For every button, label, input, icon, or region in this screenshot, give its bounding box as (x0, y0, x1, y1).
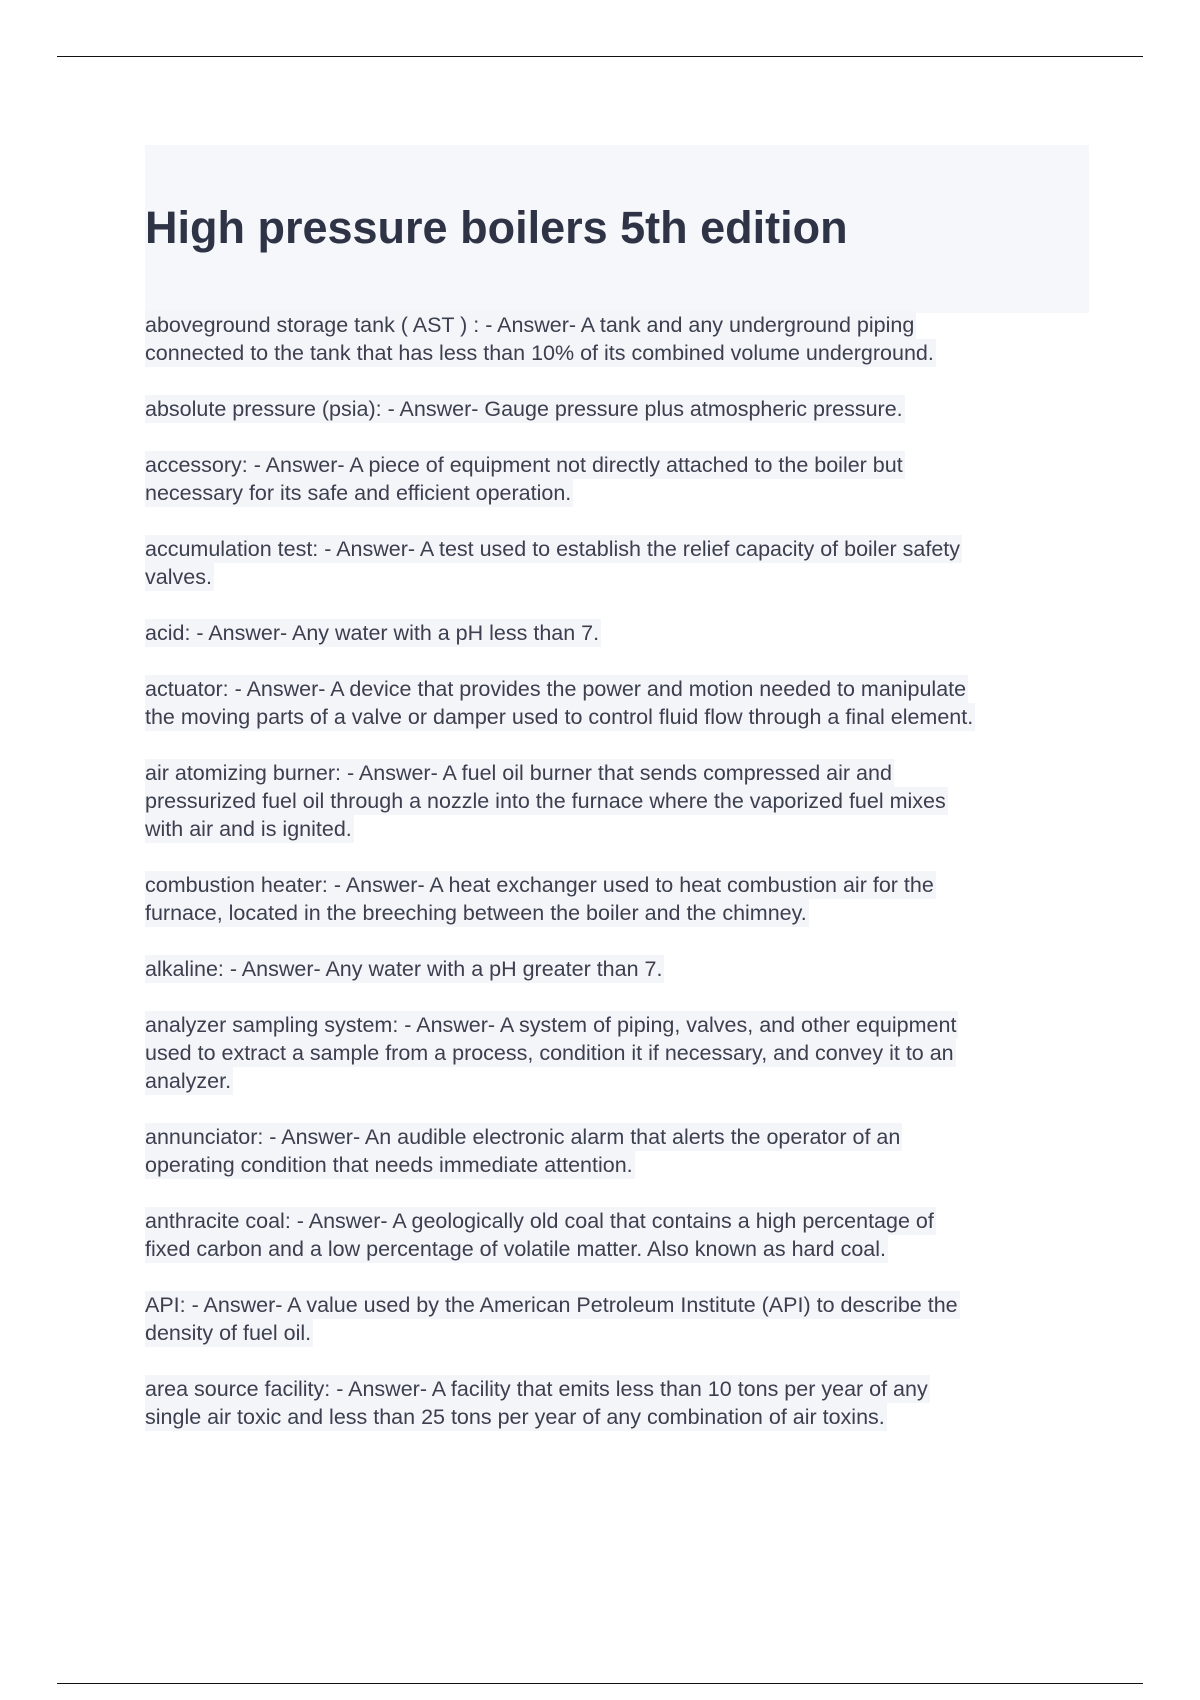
entry-line: annunciator: - Answer- An audible electronic alarm that alerts the operator of an (145, 1125, 901, 1149)
glossary-entry (145, 1123, 1089, 1179)
entry-line: absolute pressure (psia): - Answer- Gauge pressure plus atmospheric pressure. (145, 397, 903, 421)
glossary-entry (145, 311, 1089, 367)
bottom-rule (57, 1683, 1143, 1684)
glossary-entry (145, 675, 1089, 731)
entry-line: API: - Answer- A value used by the American Petroleum Institute (API) to describe the (145, 1293, 958, 1317)
glossary-entry (145, 1011, 1089, 1095)
glossary-entry (145, 759, 1089, 843)
glossary-entry (145, 1375, 1089, 1431)
entry-line: analyzer sampling system: - Answer- A system of piping, valves, and other equipment (145, 1013, 957, 1037)
entry-line: necessary for its safe and efficient operation. (145, 481, 572, 505)
entry-line: aboveground storage tank ( AST ) : - Answer- A tank and any underground piping (145, 313, 915, 337)
entry-line: alkaline: - Answer- Any water with a pH greater than 7. (145, 957, 663, 981)
entry-line: valves. (145, 565, 212, 589)
glossary-entry (145, 535, 1089, 591)
top-rule (57, 56, 1143, 57)
entry-line: connected to the tank that has less than 10% of its combined volume underground. (145, 341, 934, 365)
entry-line: actuator: - Answer- A device that provides the power and motion needed to manipulate (145, 677, 967, 701)
glossary-list (145, 311, 1089, 1459)
glossary-entry (145, 1207, 1089, 1263)
entry-line: area source facility: - Answer- A facility that emits less than 10 tons per year of any (145, 1377, 928, 1401)
entry-line: fixed carbon and a low percentage of volatile matter. Also known as hard coal. (145, 1237, 886, 1261)
entry-line: acid: - Answer- Any water with a pH less than 7. (145, 621, 600, 645)
entry-line: with air and is ignited. (145, 817, 352, 841)
glossary-entry (145, 1291, 1089, 1347)
entry-line: used to extract a sample from a process, condition it if necessary, and convey it to an (145, 1041, 954, 1065)
entry-line: operating condition that needs immediate attention. (145, 1153, 633, 1177)
entry-line: accessory: - Answer- A piece of equipment not directly attached to the boiler but (145, 453, 903, 477)
entry-line: accumulation test: - Answer- A test used to establish the relief capacity of boiler safety (145, 537, 961, 561)
entry-line: combustion heater: - Answer- A heat exchanger used to heat combustion air for the (145, 873, 934, 897)
entry-line: density of fuel oil. (145, 1321, 312, 1345)
entry-line: pressurized fuel oil through a nozzle into the furnace where the vaporized fuel mixes (145, 789, 946, 813)
entry-line: anthracite coal: - Answer- A geologically old coal that contains a high percentage of (145, 1209, 934, 1233)
entry-line: air atomizing burner: - Answer- A fuel oil burner that sends compressed air and (145, 761, 892, 785)
glossary-entry (145, 955, 1089, 983)
glossary-entry (145, 871, 1089, 927)
document-title: High pressure boilers 5th edition (145, 202, 848, 253)
entry-line: single air toxic and less than 25 tons per year of any combination of air toxins. (145, 1405, 885, 1429)
glossary-entry (145, 619, 1089, 647)
entry-line: analyzer. (145, 1069, 232, 1093)
entry-line: furnace, located in the breeching between the boiler and the chimney. (145, 901, 807, 925)
entry-line: the moving parts of a valve or damper used to control fluid flow through a final element. (145, 705, 974, 729)
glossary-entry (145, 451, 1089, 507)
glossary-entry (145, 395, 1089, 423)
